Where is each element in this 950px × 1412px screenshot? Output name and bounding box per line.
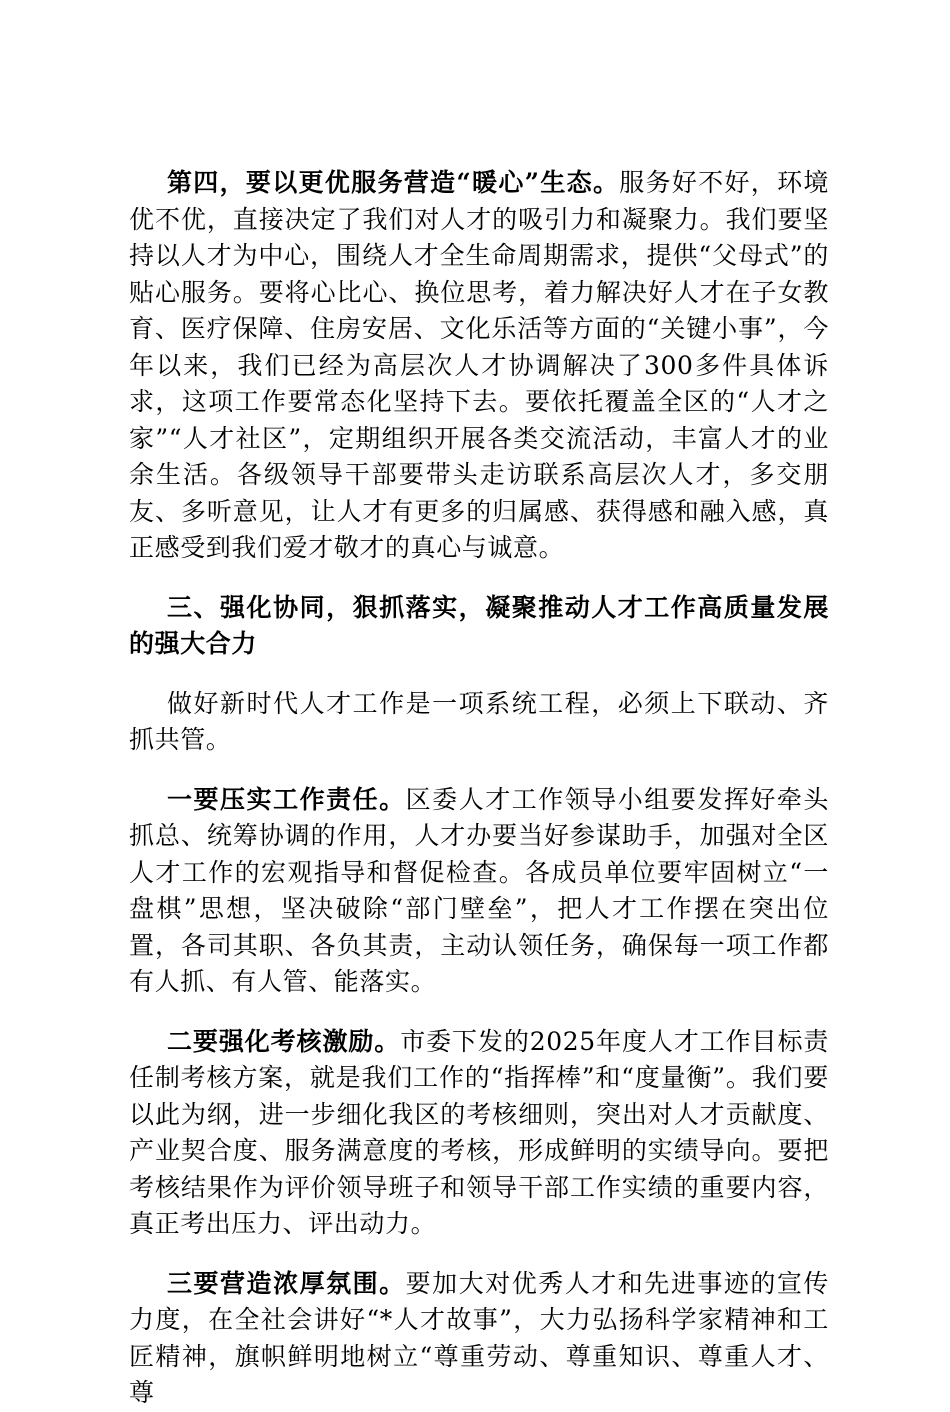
paragraph-lead: 一要压实工作责任。	[167, 784, 406, 814]
paragraph-assessment	[129, 1024, 829, 1243]
paragraph-spacer	[129, 1001, 829, 1024]
paragraph-spacer	[129, 1243, 829, 1266]
paragraph-lead: 二要强化考核激励。	[167, 1026, 401, 1056]
paragraph-body: 市委下发的2025年度人才工作目标责任制考核方案，就是我们工作的“指挥棒”和“度量衡”。我们要以此为纲，进一步细化我区的考核细则，突出对人才贡献度、产业契合度、服务满意度的考核，形成鲜明的实绩导向。要把考核结果作为评价领导班子和领导干部工作实绩的重要内容，真正考出压力、评出动力。	[129, 1026, 829, 1238]
paragraph-warm-service	[129, 165, 829, 567]
section-heading: 三、强化协同，狠抓落实，凝聚推动人才工作高质量发展的强大合力	[129, 592, 829, 658]
paragraph-spacer	[129, 567, 829, 590]
paragraph-spacer	[129, 759, 829, 782]
paragraph-intro: 做好新时代人才工作是一项系统工程，必须上下联动、齐抓共管。	[129, 688, 829, 754]
paragraph-body: 区委人才工作领导小组要发挥好牵头抓总、统筹协调的作用，人才办要当好参谋助手，加强对全区人才工作的宏观指导和督促检查。各成员单位要牢固树立“一盘棋”思想，坚决破除“部门壁垒”，把人才工作摆在突出位置，各司其职、各负其责，主动认领任务，确保每一项工作都有人抓、有人管、能落实。	[129, 784, 829, 996]
paragraph-lead: 第四，要以更优服务营造“暖心”生态。	[167, 168, 620, 197]
paragraph-lead: 三要营造浓厚氛围。	[167, 1268, 406, 1298]
paragraph-body: 服务好不好，环境优不优，直接决定了我们对人才的吸引力和凝聚力。我们要坚持以人才为中心，围绕人才全生命周期需求，提供“父母式”的贴心服务。要将心比心、换位思考，着力解决好人才在子女教育、医疗保障、住房安居、文化乐活等方面的“关键小事”，今年以来，我们已经为高层次人才协调解决了300多件具体诉求，这项工作要常态化坚持下去。要依托覆盖全区的“人才之家”“人才社区”，定期组织开展各类交流活动，丰富人才的业余生活。各级领导干部要带头走访联系高层次人才，多交朋友、多听意见，让人才有更多的归属感、获得感和融入感，真正感受到我们爱才敬才的真心与诚意。	[129, 168, 830, 562]
paragraph-atmosphere	[129, 1266, 829, 1412]
document-page	[129, 165, 829, 1412]
paragraph-spacer	[129, 663, 829, 686]
paragraph-body: 要加大对优秀人才和先进事迹的宣传力度，在全社会讲好“*人才故事”，大力弘扬科学家精神和工匠精神，旗帜鲜明地树立“尊重劳动、尊重知识、尊重人才、尊	[129, 1268, 829, 1407]
paragraph-responsibility	[129, 782, 829, 1001]
